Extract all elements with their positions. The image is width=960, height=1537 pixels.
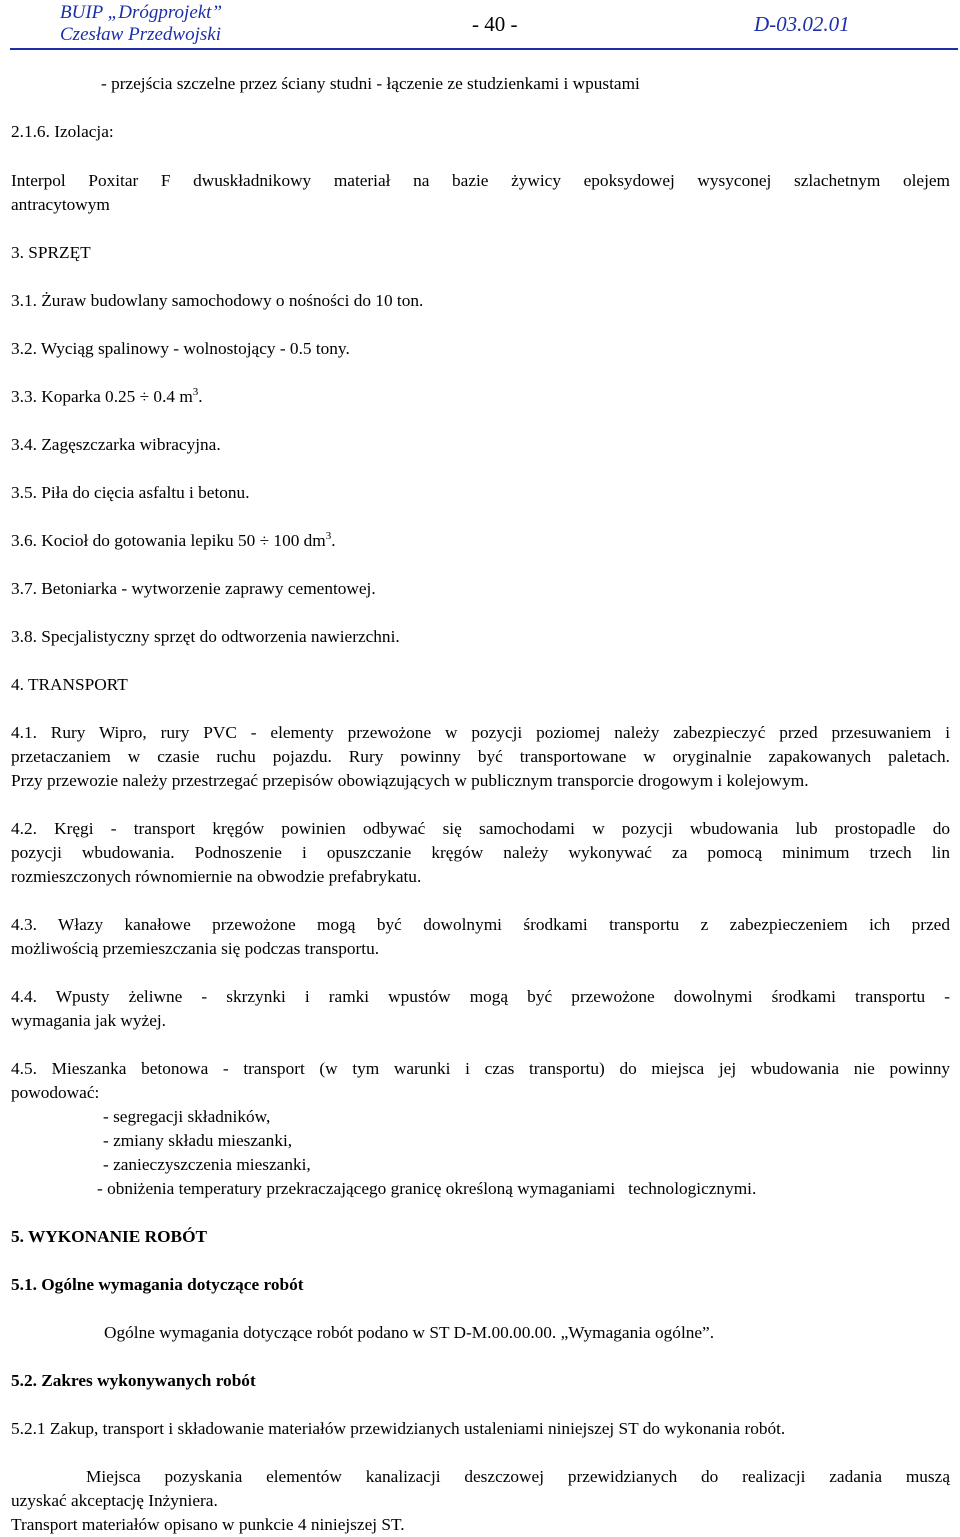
section-3-title: 3. SPRZĘT [11,243,91,262]
item-4-1-line-2: przetaczaniem w czasie ruchu pojazdu. Rury powinny być transportowane w oryginalnie zapakowanych paletach. [11,747,950,766]
item-4-3-line-2: możliwością przemieszczania się podczas transportu. [11,939,380,958]
item-4-3-line-1: 4.3. Włazy kanałowe przewożone mogą być dowolnymi środkami transportu z zabezpieczeniem ich przed [11,915,950,934]
item-3-1: 3.1. Żuraw budowlany samochodowy o nośności do 10 ton. [11,291,424,310]
section-5-1-title: 5.1. Ogólne wymagania dotyczące robót [11,1275,304,1294]
section-2-1-6-text-line-2: antracytowym [11,195,110,214]
page-number: - 40 - [472,12,518,36]
item-4-4-line-2: wymagania jak wyżej. [11,1011,166,1030]
item-3-6 [11,529,336,553]
item-3-6-text: 3.6. Kocioł do gotowania lepiku 50 ÷ 100 dm [11,531,326,550]
item-3-4: 3.4. Zagęszczarka wibracyjna. [11,435,221,454]
item-4-2-line-2: pozycji wbudowania. Podnoszenie i opuszczanie kręgów należy wykonywać za pomocą minimum trzech lin [11,843,950,862]
header-divider [10,48,958,50]
item-3-2: 3.2. Wyciąg spalinowy - wolnostojący - 0.5 tony. [11,339,350,358]
bullet-top: - przejścia szczelne przez ściany studni - łączenie ze studzienkami i wpustami [101,74,640,93]
paragraph-sourcing-line-1: Miejsca pozyskania elementów kanalizacji deszczowej przewidzianych do realizacji zadania muszą [86,1467,950,1486]
item-3-5: 3.5. Piła do cięcia asfaltu i betonu. [11,483,250,502]
item-4-1-line-1: 4.1. Rury Wipro, rury PVC - elementy przewożone w pozycji poziomej należy zabezpieczyć przed przesuwaniem i [11,723,950,742]
item-4-5-line-1: 4.5. Mieszanka betonowa - transport (w tym warunki i czas transportu) do miejsca jej wbudowania nie powinny [11,1059,950,1078]
document-code: D-03.02.01 [754,12,850,36]
item-4-2-line-3: rozmieszczonych równomiernie na obwodzie prefabrykatu. [11,867,422,886]
paragraph-transport: Transport materiałów opisano w punkcie 4 niniejszej ST. [11,1515,405,1534]
list-item: - obniżenia temperatury przekraczającego granicę określoną wymaganiami technologicznymi. [97,1179,757,1198]
item-4-5-line-2: powodować: [11,1083,100,1102]
section-2-1-6-title: 2.1.6. Izolacja: [11,122,114,141]
item-3-3 [11,385,203,409]
section-2-1-6-text-line-1: Interpol Poxitar F dwuskładnikowy materiał na bazie żywicy epoksydowej wysyconej szlachetnym olejem [11,171,950,190]
section-5-2-title: 5.2. Zakres wykonywanych robót [11,1371,256,1390]
section-4-title: 4. TRANSPORT [11,675,128,694]
item-4-4-line-1: 4.4. Wpusty żeliwne - skrzynki i ramki wpustów mogą być przewożone dowolnymi środkami transportu - [11,987,950,1006]
item-3-8: 3.8. Specjalistyczny sprzęt do odtworzenia nawierzchni. [11,627,400,646]
item-5-2-1: 5.2.1 Zakup, transport i składowanie materiałów przewidzianych ustaleniami niniejszej ST do wykonania robót. [11,1419,786,1438]
paragraph-sourcing-line-2: uzyskać akceptację Inżyniera. [11,1491,218,1510]
section-5-title: 5. WYKONANIE ROBÓT [11,1227,208,1246]
header-author: Czesław Przedwojski [60,24,221,45]
list-item: - zanieczyszczenia mieszanki, [103,1155,311,1174]
item-4-1-line-3: Przy przewozie należy przestrzegać przepisów obowiązujących w publicznym transporcie drogowym i kolejowym. [11,771,809,790]
list-item: - segregacji składników, [103,1107,271,1126]
item-3-7: 3.7. Betoniarka - wytworzenie zaprawy cementowej. [11,579,376,598]
list-item: - zmiany składu mieszanki, [103,1131,293,1150]
item-4-2-line-1: 4.2. Kręgi - transport kręgów powinien odbywać się samochodami w pozycji wbudowania lub prostopadle do [11,819,950,838]
item-3-3-text: 3.3. Koparka 0.25 ÷ 0.4 m [11,387,193,406]
item-3-6-superscript: 3 [325,530,332,543]
section-5-1-text: Ogólne wymagania dotyczące robót podano w ST D-M.00.00.00. „Wymagania ogólne”. [104,1323,715,1342]
item-3-3-end: . [198,387,203,406]
header-company: BUIP „Drógprojekt” [60,2,223,23]
item-3-6-end: . [331,531,336,550]
item-3-3-superscript: 3 [192,386,199,399]
